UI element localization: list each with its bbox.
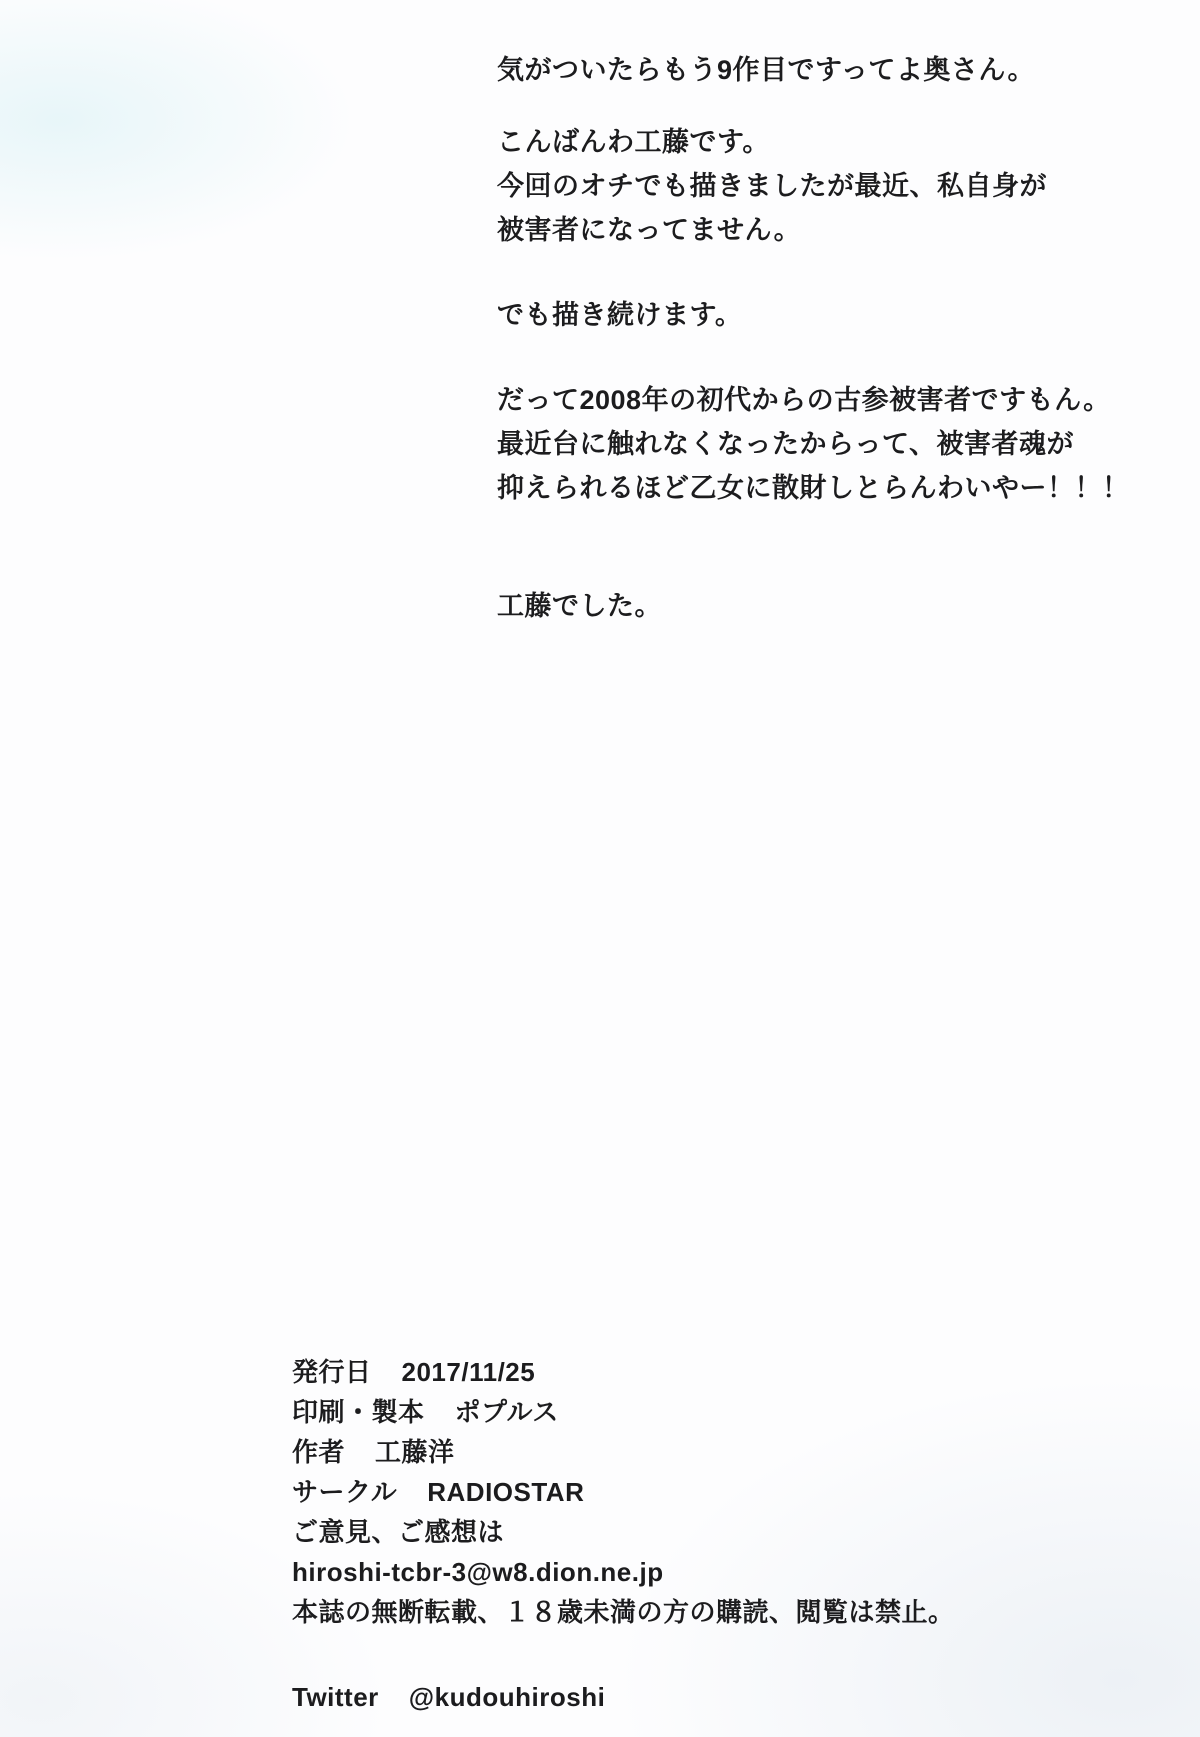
notice-text: 本誌の無断転載、１８歳未満の方の購読、閲覧は禁止。 xyxy=(292,1597,955,1627)
afterword-line: 抑えられるほど乙女に散財しとらんわいやー！！！ xyxy=(497,473,1130,503)
colophon xyxy=(292,1352,955,1717)
printing-value: ポプルス xyxy=(454,1397,559,1427)
afterword-line: だって2008年の初代からの古参被害者ですもん。 xyxy=(497,385,1111,415)
circle-value: RADIOSTAR xyxy=(427,1477,585,1507)
afterword-signoff-line: 工藤でした。 xyxy=(497,591,662,621)
afterword-line: 今回のオチでも描きましたが最近、私自身が xyxy=(497,171,1047,201)
circle-label: サークル xyxy=(292,1477,398,1507)
afterword-line: でも描き続けます。 xyxy=(497,300,743,330)
feedback-text: ご意見、ご感想は xyxy=(292,1517,505,1547)
twitter-row xyxy=(292,1677,955,1717)
author-label: 作者 xyxy=(292,1437,346,1467)
feedback-row xyxy=(292,1512,955,1552)
author-row xyxy=(292,1432,955,1472)
email-address: hiroshi-tcbr-3@w8.dion.ne.jp xyxy=(292,1557,664,1587)
afterword-line: こんばんわ工藤です。 xyxy=(497,127,770,157)
afterword-text xyxy=(497,48,1130,628)
printing-row xyxy=(292,1392,955,1432)
notice-row xyxy=(292,1592,955,1632)
publish-date-label: 発行日 xyxy=(292,1357,372,1387)
afterword-line: 最近台に触れなくなったからって、被害者魂が xyxy=(497,429,1074,459)
publish-date-row xyxy=(292,1352,955,1392)
circle-row xyxy=(292,1472,955,1512)
publish-date-value: 2017/11/25 xyxy=(401,1357,536,1387)
twitter-label: Twitter xyxy=(292,1682,379,1712)
afterword-line: 被害者になってません。 xyxy=(497,215,802,245)
email-row xyxy=(292,1552,955,1592)
twitter-handle: @kudouhiroshi xyxy=(408,1682,606,1712)
afterword-line: 気がついたらもう9作目ですってよ奥さん。 xyxy=(497,55,1036,85)
author-value: 工藤洋 xyxy=(375,1437,455,1467)
printing-label: 印刷・製本 xyxy=(292,1397,425,1427)
